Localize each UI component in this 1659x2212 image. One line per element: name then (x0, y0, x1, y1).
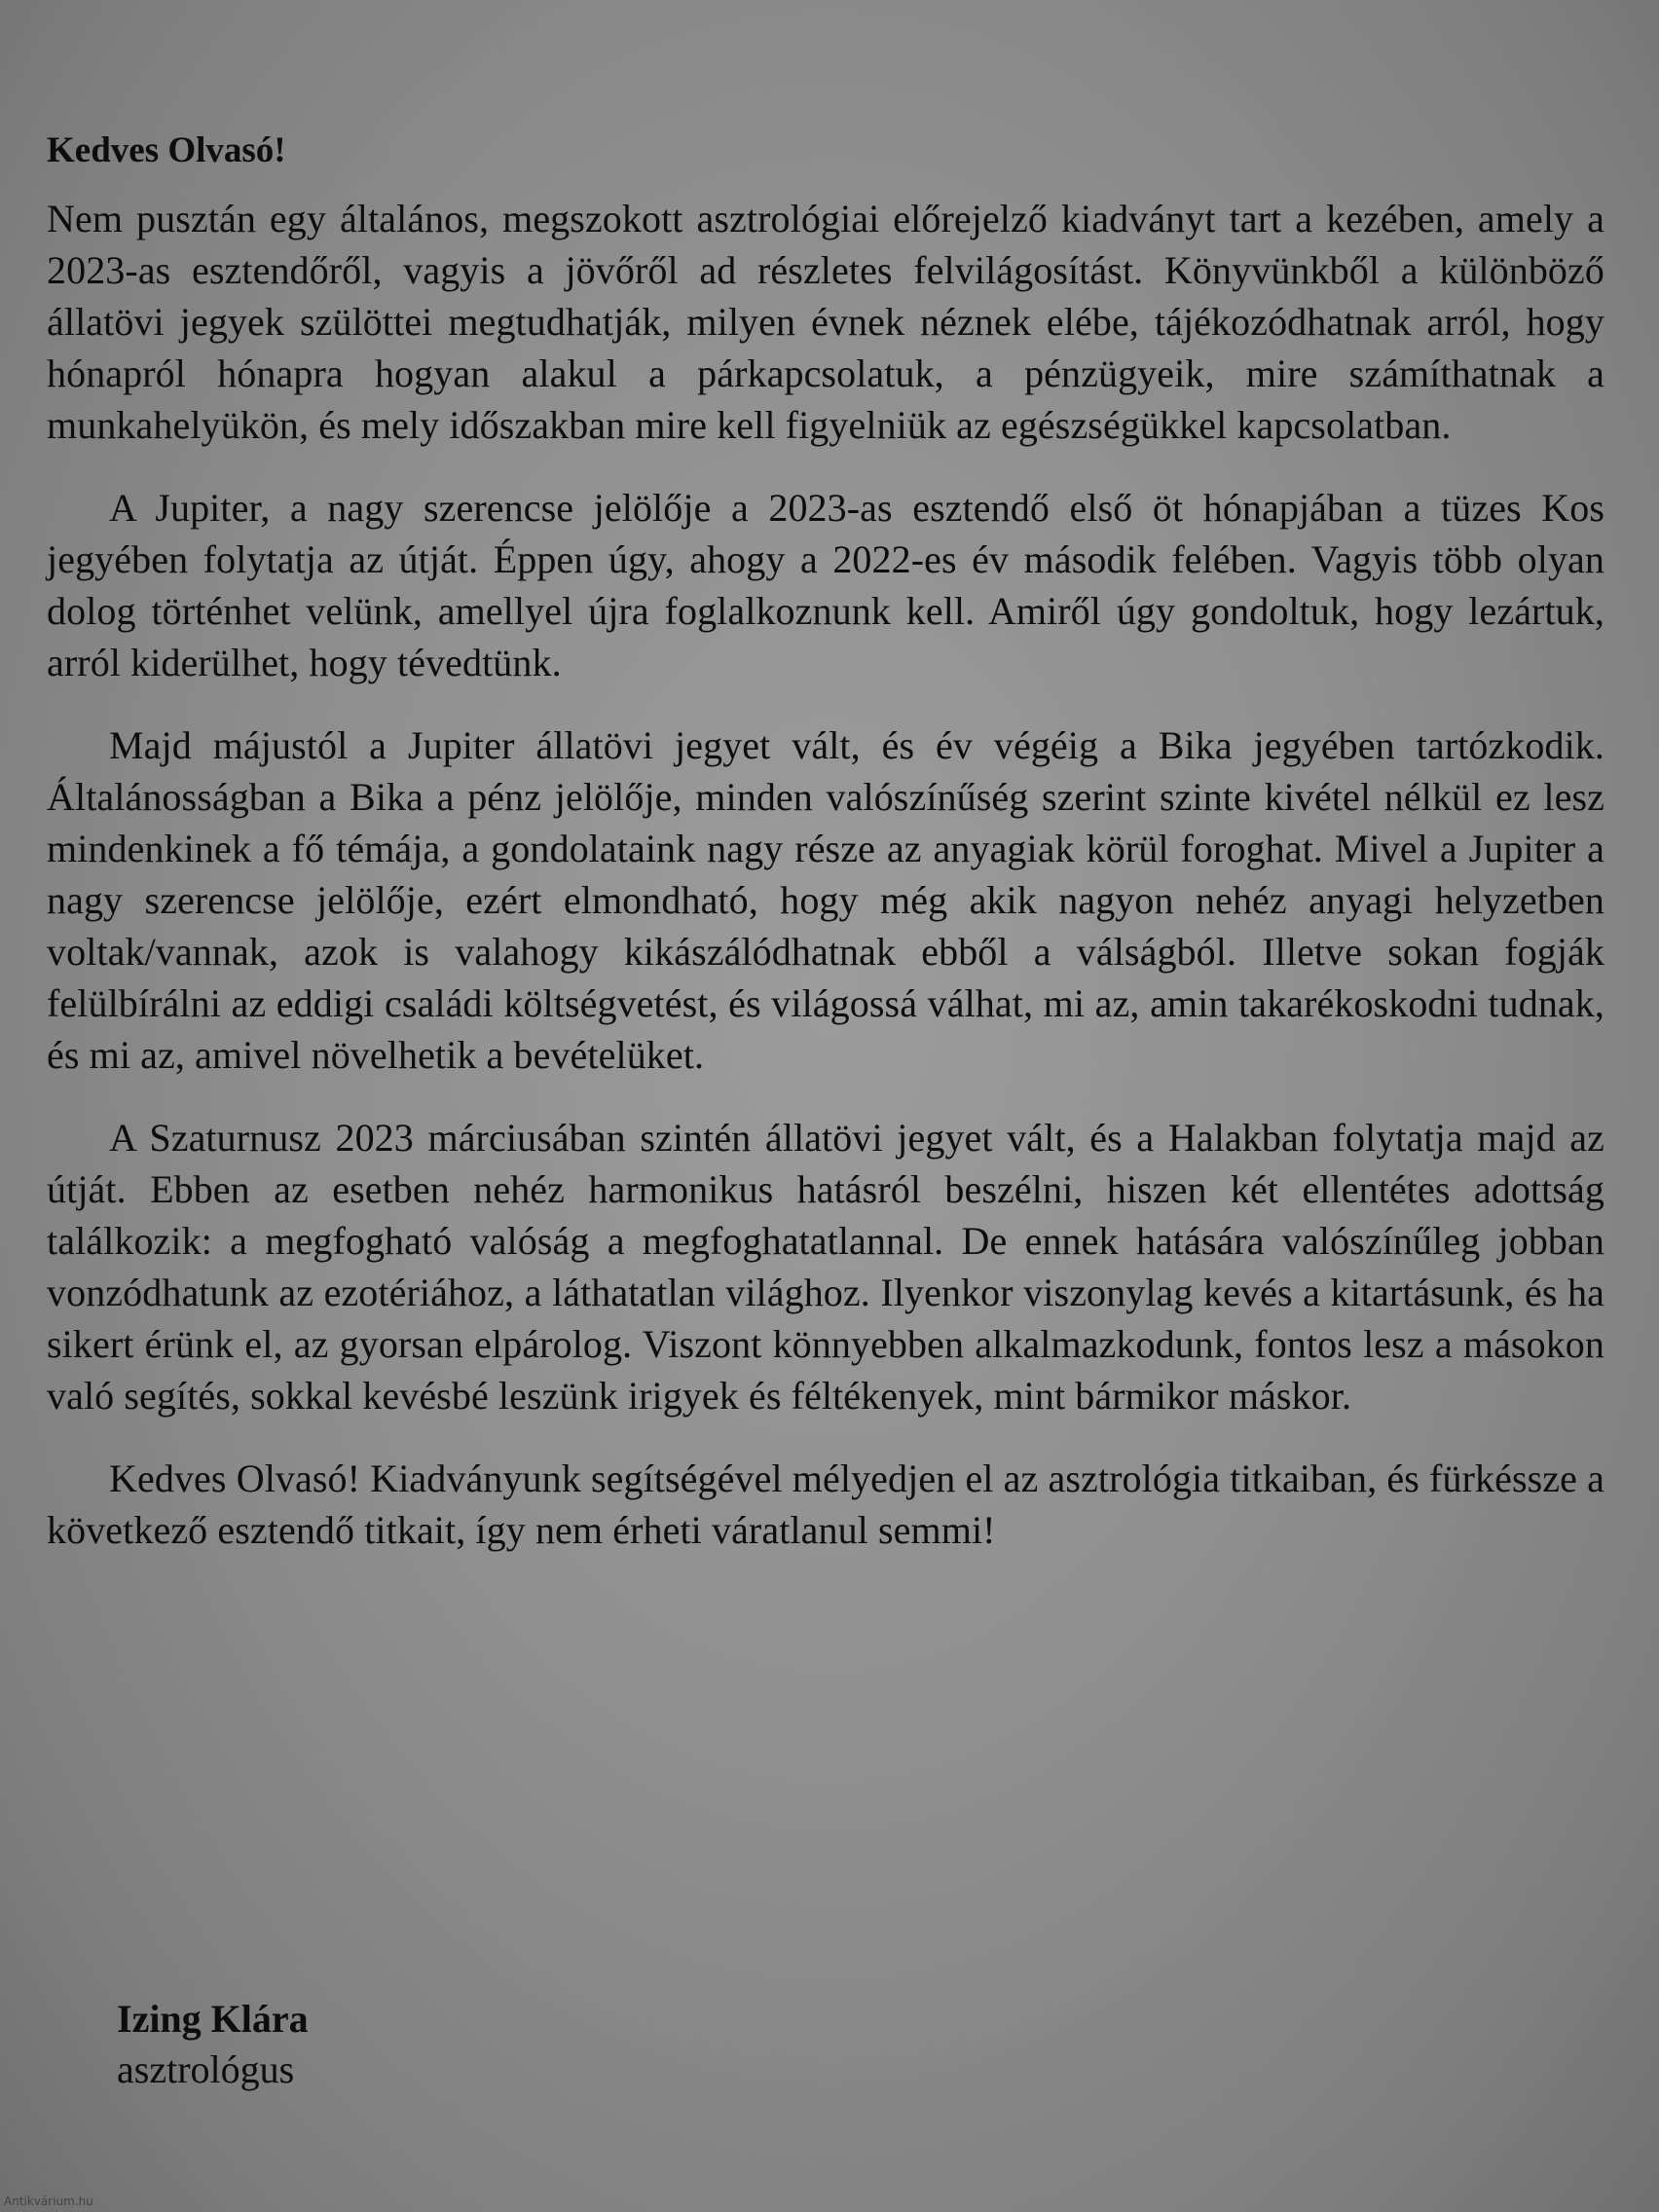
signature-block (117, 1994, 309, 2095)
letter-body (47, 127, 1604, 1587)
letter-greeting: Kedves Olvasó! (47, 130, 286, 170)
paragraph-saturn-pisces: A Szaturnusz 2023 márciusában szintén állatövi jegyet vált, és a Halakban folytatja majd az útját. Ebben az esetben nehéz harmonikus hatásról beszélni, hiszen két ellentétes adottság találkozik: a megfogható valóság a megfoghatatlannal. De ennek hatására valószínűleg jobban vonzódhatunk az ezotériához, a láthatatlan világhoz. Ilyenkor viszonylag kevés a kitartásunk, és ha sikert érünk el, az gyorsan elpárolog. Viszont könnyebben alkalmazkodunk, fontos lesz a másokon való segítés, sokkal kevésbé leszünk irigyek és féltékenyek, mint bármikor máskor. (47, 1116, 1604, 1418)
signature-title: asztrológus (117, 2047, 295, 2091)
paragraph-jupiter-aries: A Jupiter, a nagy szerencse jelölője a 2023-as esztendő első öt hónapjában a tüzes Kos jegyében folytatja az útját. Éppen úgy, ahogy a 2022-es év második felében. Vagyis több olyan dolog történhet velünk, amellyel újra foglalkoznunk kell. Amiről úgy gondoltuk, hogy lezártuk, arról kiderülhet, hogy tévedtünk. (47, 486, 1604, 684)
paragraph-jupiter-taurus: Majd májustól a Jupiter állatövi jegyet vált, és év végéig a Bika jegyében tartózkodik. Általánosságban a Bika a pénz jelölője, minden valószínűség szerint szinte kivétel nélkül ez lesz mindenkinek a fő témája, a gondolataink nagy része az anyagiak körül foroghat. Mivel a Jupiter a nagy szerencse jelölője, ezért elmondható, hogy még akik nagyon nehéz anyagi helyzetben voltak/vannak, azok is valahogy kikászálódhatnak ebből a válságból. Illetve sokan fogják felülbírálni az eddigi családi költségvetést, és világossá válhat, mi az, amin takarékoskodni tudnak, és mi az, amivel növelhetik a bevételüket. (47, 723, 1604, 1077)
paragraph-intro: Nem pusztán egy általános, megszokott asztrológiai előrejelző kiadványt tart a kezében, amely a 2023-as esztendőről, vagyis a jövőről ad részletes felvilágosítást. Könyvünkből a különböző állatövi jegyek szülöttei megtudhatják, milyen évnek néznek elébe, tájékozódhatnak arról, hogy hónapról hónapra hogyan alakul a párkapcsolatuk, a pénzügyeik, mire számíthatnak a munkahelyükön, és mely időszakban mire kell figyelniük az egészségükkel kapcsolatban. (47, 197, 1604, 447)
watermark: Antikvárium.hu (4, 2194, 93, 2208)
signature-name: Izing Klára (117, 1997, 309, 2041)
paragraph-closing: Kedves Olvasó! Kiadványunk segítségével mélyedjen el az asztrológia titkaiban, és fürkéssze a következő esztendő titkait, így nem érheti váratlanul semmi! (47, 1456, 1604, 1552)
